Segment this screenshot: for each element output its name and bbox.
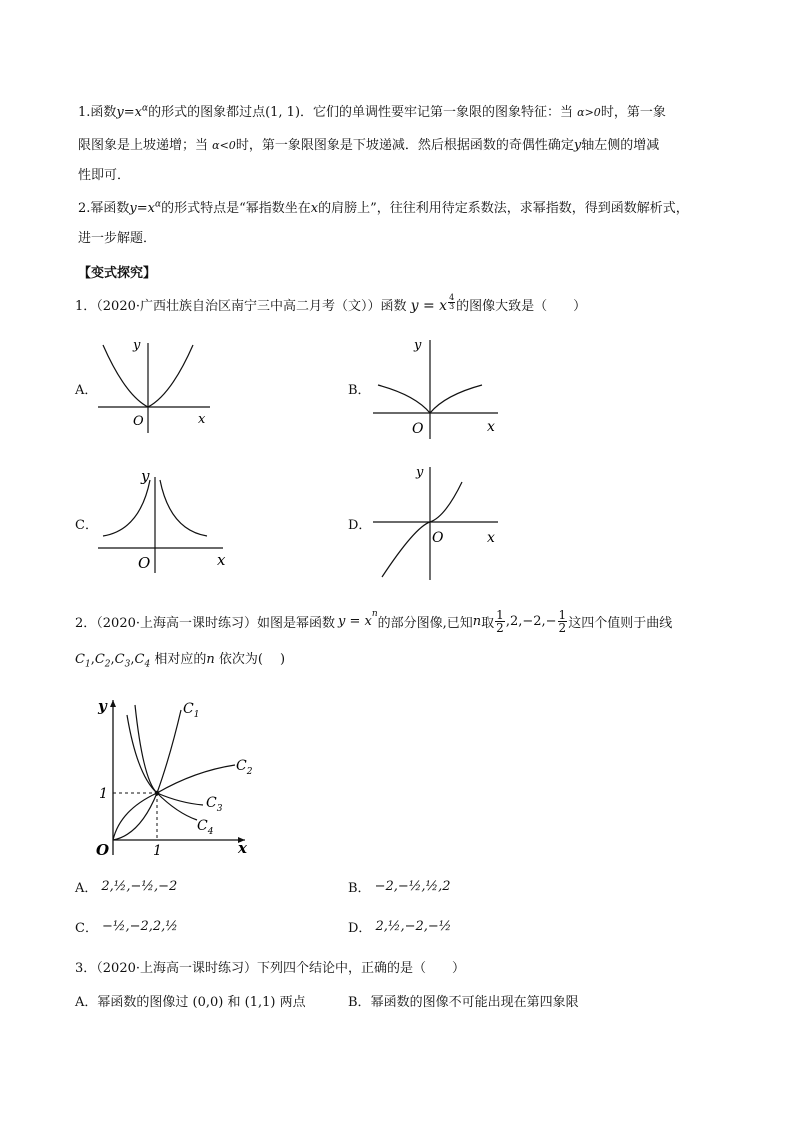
q2-values: ,2,−2,− [505, 613, 557, 629]
q1-formula: y = x [410, 298, 448, 314]
option-letter: D． [348, 920, 372, 936]
y-label: y [416, 465, 424, 480]
option-values: −2,−½,½,2 [374, 878, 451, 894]
formula: y=x [129, 201, 155, 216]
formula-exp: α [141, 103, 149, 114]
q3-stem: 3．（2020·上海高一课时练习）下列四个结论中，正确的是（ ） [75, 961, 465, 976]
var-x: x [310, 201, 319, 216]
exp-num: 4 [449, 293, 455, 302]
option-text: 两点 [279, 995, 306, 1010]
option-values: 2,½,−½,−2 [101, 878, 178, 894]
intro-line-4 [78, 197, 689, 216]
option-values: −½,−2,2,½ [101, 918, 178, 934]
curve [382, 482, 462, 577]
q2-stem-line-2: $C_1,C_2,C_3,C_4$ 相对应的n 依次为( ) [75, 652, 286, 670]
curve-c1: $C_1$ [75, 652, 91, 670]
point-1-1 [155, 791, 160, 796]
formula-exp: α [154, 199, 162, 210]
intro-text: 1.函数 [78, 105, 117, 120]
frac-den: 2 [496, 620, 504, 635]
frac-half-neg [558, 609, 568, 634]
alpha-condition: α>0 [577, 106, 601, 119]
curve-right [160, 480, 207, 536]
origin-label: O [412, 421, 424, 437]
frac-den: 2 [558, 620, 567, 635]
x-label: x [238, 839, 247, 857]
option-letter: B． [348, 880, 371, 896]
tick-1-y: 1 [99, 786, 108, 802]
q2-stem-line-1 [75, 604, 672, 638]
option-letter: B． [348, 995, 371, 1010]
q1-exponent [448, 294, 455, 311]
q1-option-b-graph[interactable] [370, 335, 505, 440]
var-n: n [472, 613, 482, 629]
x-label: x [487, 419, 495, 435]
option-values: 2,½,−2,−½ [375, 918, 452, 934]
origin-label: O [96, 841, 110, 859]
q2-power-function-graph [85, 695, 265, 860]
q1-suffix: 的图像大致是（ ） [456, 299, 587, 314]
option-letter: C． [75, 920, 98, 936]
label-c2: $C_2$ [236, 758, 253, 777]
q2-option-d[interactable] [348, 910, 451, 942]
q1-option-a-label[interactable]: A． [75, 383, 98, 398]
option-text: 和 [227, 995, 241, 1010]
x-label: x [487, 530, 495, 546]
origin-label: O [432, 530, 444, 546]
q2-line2-suffix: 依次为( ) [218, 652, 286, 667]
formula: y=x [116, 105, 142, 120]
frac-num: 1 [496, 607, 504, 622]
frac-half [495, 609, 505, 634]
tick-1-x: 1 [153, 843, 162, 859]
q2-formula: y = x [338, 613, 372, 629]
intro-text: 轴左侧的增减 [581, 138, 660, 153]
intro-text: 时，第一象限图象是下坡递减．然后根据函数的奇偶性确定 [235, 138, 574, 153]
q2-suffix: 这四个值则于曲线 [568, 615, 673, 631]
option-letter: A． [75, 880, 98, 896]
q2-formula-exp: n [371, 609, 378, 619]
intro-text: 的形式的图象都过点(1, 1)．它们的单调性要牢记第一象限的图象特征：当 [148, 105, 574, 120]
y-label: y [414, 338, 422, 353]
intro-line-3: 性即可． [78, 168, 131, 183]
intro-text: 的肩膀上”，往往利用待定系数法，求幂指数，得到函数解析式， [318, 201, 689, 216]
option-text: 幂函数的图像过 [97, 995, 189, 1010]
y-arrow [110, 700, 116, 707]
curve-left [103, 480, 150, 536]
q3-option-a[interactable] [75, 991, 306, 1010]
q1-prefix: 1．（2020·广西壮族自治区南宁三中高二月考（文））函数 [75, 299, 407, 314]
label-c3: $C_3$ [206, 795, 223, 814]
q1-option-d-graph[interactable] [370, 462, 505, 582]
option-text: 幂函数的图像不可能出现在第四象限 [370, 995, 579, 1010]
section-heading: 【变式探究】 [78, 266, 157, 281]
intro-text: 的形式特点是“幂指数坐在 [161, 201, 311, 216]
x-label: x [198, 412, 206, 427]
q2-option-a[interactable] [75, 870, 177, 902]
origin-label: O [138, 554, 151, 572]
var-n: n [206, 652, 215, 667]
intro-line-5: 进一步解题． [78, 231, 157, 246]
q1-option-b-label[interactable]: B． [348, 383, 371, 398]
curve-c3: $C_3$ [114, 652, 131, 670]
x-label: x [217, 551, 226, 569]
q1-stem [75, 294, 586, 314]
q1-option-c-label[interactable]: C． [75, 518, 98, 533]
q2-option-b[interactable] [348, 870, 451, 902]
q2-prefix: 2．（2020·上海高一课时练习）如图是幂函数 [75, 615, 335, 631]
intro-text: 时，第一象 [600, 105, 666, 120]
curve-c4: $C_4$ [134, 652, 151, 670]
origin-label: O [133, 414, 144, 429]
var-y: y [573, 138, 582, 153]
intro-text: 限图象是上坡递增；当 [78, 138, 209, 153]
y-label: y [141, 467, 150, 485]
q1-option-a-graph[interactable] [95, 335, 215, 435]
intro-line-2 [78, 134, 659, 153]
curve-c2: $C_2$ [94, 652, 111, 670]
option-letter: A． [75, 995, 98, 1010]
alpha-condition: α<0 [212, 139, 236, 152]
q2-take: 取 [481, 615, 495, 631]
intro-line-1 [78, 101, 666, 120]
q2-line2-mid: 相对应的 [154, 652, 207, 667]
intro-text: 2.幂函数 [78, 201, 130, 216]
q1-option-d-label[interactable]: D． [348, 518, 372, 533]
q2-mid: 的部分图像,已知 [377, 615, 473, 631]
point-one: (1,1) [244, 995, 276, 1010]
frac-num: 1 [558, 607, 567, 622]
label-c4: $C_4$ [197, 818, 214, 837]
y-label: y [133, 338, 141, 353]
exp-den: 3 [449, 302, 455, 311]
point-origin: (0,0) [192, 995, 224, 1010]
label-c1: $C_1$ [183, 701, 200, 720]
q1-option-c-graph[interactable] [95, 465, 235, 575]
q3-option-b[interactable] [348, 991, 579, 1010]
q2-option-c[interactable] [75, 910, 178, 942]
y-label: y [98, 697, 107, 715]
